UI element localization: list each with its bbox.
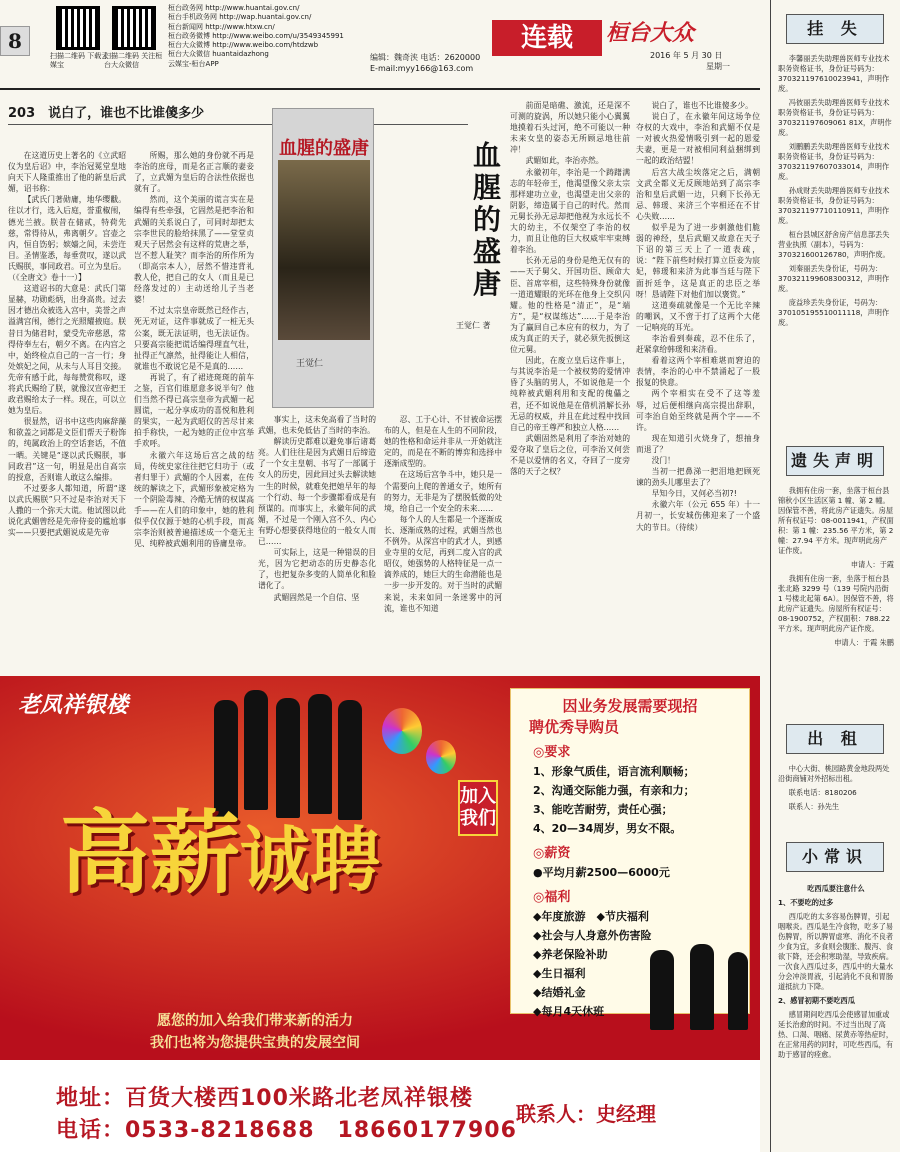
person-silhouette	[690, 944, 714, 1030]
lost-heading: 挂 失	[786, 14, 884, 44]
newspaper-logo: 桓台大众	[606, 20, 695, 46]
link[interactable]: 桓台政务网 http://www.huantai.gov.cn/	[168, 4, 300, 12]
article-column-1: 在这道历史上著名的《立武昭仪为皇后诏》中，李治冠冕堂皇地向天下人隆重推出了他的新皇后武媚，诏书称： 【武氏门著勋庸，地华缨黻。往以才行，选入后庭，誉重椒闱，德光兰掖。朕昔在储贰，特荷先慈，常得待从，弗离朝夕。宫壶之内，恒自饬躬；嫔嫱之间，未尝迕目。圣情鉴悉，每垂赏叹，遂以武氏赐朕，事同政君。可立为皇后。（《全唐文》卷十一）】 这道诏书的大意是：武氏门第显赫，功勋彪炳，出身高贵。过去因才德出众被选入宫中，美誉之声溢满宫闱，德行之光照耀掖庭。朕昔日为储君时，蒙受先帝慈恩，常得侍奉左右，朝夕不离。在内宫之中，始终检点自己的一言一行；身处嫔妃之间，从未与人耳目交接。先帝有感于此，每每赞赏称叹，遂将武氏赐给了朕，就像汉宣帝把王政君赐给太子一样。现在，可以立她为皇后。 很显然，诏书中这些肉麻辞藻和欲盖之词都是文臣们帮天子粉饰的，纯属政治上的空话套话，不值一晒。关键是“遂以武氏赐朕，事同政君”这一句，明显是出自高宗的授意，否则谁人敢这么编排。 不过要多人都知道，所谓“遂以武氏赐朕”只不过是李治对天下人撒的一个弥天大谎。他试图以此说化武媚曾经是先帝侍妾的尴尬事实——只要把武媚说成是先帝	[8, 151, 126, 538]
link[interactable]: 云媒宝-桓台APP	[168, 59, 219, 68]
ad-slogan: 愿您的加入给我们带来新的活力 我们也将为您提供宝贵的发展空间	[150, 1013, 360, 1051]
article-column-6: 说白了，谁也不比谁傻多少。 说白了，在永徽年间这场争位夺权的大戏中，李治和武媚不仅是一对被火热爱情吸引到一起的恩爱夫妻，更是一对被相同利益捆绑到一起的政治结盟！ 后宫大战尘埃落定之后，满朝文武全都义无反顾地站到了高宗李治和皇后武媚一边，只剩下长孙无忌、韩瑗、来济三个宰相还在不甘心失败…… 似乎是为了进一步刺激他们脆弱的神经，皇后武媚又故意在天子下诏的第三天上了一道表疏，说：“陛下前些时候打算立臣妾为宸妃，韩瑗和来济为此事当廷与陛下面折廷争，这是真正的忠臣之举呀！恳请陛下对他们加以褒赏。” 这道奏疏就像是一个无比辛辣的嘲讽，又不啻于打了这两个大佬一记响亮的耳光。 李治看到奏疏，忍不住乐了，赶紧拿给韩瑗和来济看。 看着这两个宰相难堪而窘迫的表情，李治的心中不禁涌起了一股报复的快意。 两个宰相实在受不了这等羞辱，过后便相继向高宗提出辞职，可李治自始至终就是两个字——不许。 现在知道引火烧身了，想抽身而退了？ 没门！ 当初一把鼻涕一把泪地把顾死谏的劲头儿哪里去了？ 早知今日，又何必当初?! 永徽六年（公元 655 年）十一月初一，长安城伤佛迎来了一个盛大的节日。（待续）	[636, 101, 760, 532]
tips-body: 吃西瓜要注意什么 1、不要吃的过多 西瓜吃的太多容易伤脾胃，引起咽喉炎。西瓜是生冷食物，吃多了易伤脾胃，所以脾胃虚寒、消化不良者少食为宜，多食则会腹胀、腹泻、食欲下降，还会积寒助湿，导致疾病。一次食入西瓜过多，西瓜中的大量水分会冲淡胃液，引起消化不良和胃肠道抵抗力下降。 2、感冒初期不要吃西瓜 感冒期间吃西瓜会使感冒加重或延长治愈的时间。不过当出现了高热、口渴、咽痛、尿黄赤等热症时，在正常用药的同时，可吃些西瓜，有助于感冒的痊愈。	[778, 884, 894, 1059]
book-cover-author: 王觉仁	[296, 359, 324, 369]
article-column-4: 忍、工于心计、不甘被命运摆布的人，但是在人生的不同阶段，她的性格和命运并非从一开始就注定的，而是在不断的博弈和选择中逐渐成型的。 在这场后宫争斗中，她只是一个需要向上爬的普通女子，她所有的努力，无非是为了摆脱低微的处境，给自己一个安全的未来…… 每个人的人生都是一个逐渐成长、逐渐成熟的过程，武媚当然也不例外。从深宫中的武才人，到感业寺里的女尼，再到二度入宫的武昭仪，她强势的人格特征是一点一滴养成的，她巨大的生命潜能也是一步一步开发的。对于当时的武媚来说，未来如同一条迷雾中的河流，谁也不知道	[384, 415, 502, 613]
ad-address-phone: 地址：百货大楼西100米路北老凤祥银楼 电话：0533-8218688 18660177906	[56, 1086, 517, 1143]
qr-code-app	[56, 6, 100, 50]
link[interactable]: 桓台大众微博 http://www.weibo.com/htdzwb	[168, 41, 319, 50]
person-silhouette	[650, 950, 674, 1030]
link[interactable]: 桓台大众微信 huantaidazhong	[168, 50, 269, 59]
book-cover-illustration	[278, 160, 370, 340]
panel-title: 因业务发展需要现招	[562, 697, 698, 715]
link[interactable]: 桓台新闻网 http://www.htxw.cn/	[168, 22, 275, 31]
qr-code-wechat	[112, 6, 156, 50]
link[interactable]: 桓台手机政务网 http://wap.huantai.gov.cn/	[168, 13, 312, 22]
ad-headline: 高薪诚聘	[60, 800, 380, 906]
tips-heading: 小常识	[786, 842, 884, 872]
page-header	[0, 0, 760, 90]
book-cover-title: 血腥的盛唐	[279, 138, 369, 159]
article-column-2: 所赐，那么她的身份就不再是李治的庶母，而是名正言顺的妻妾了，立武媚为皇后的合法性依据也就有了。 然而，这个美丽的谎言实在是编得有些牵强，它固然是把李治和武媚的关系说白了，可同时却把太宗李世民的脸给抹黑了——堂堂贞观天子居然会有这样的荒唐之举，岂不惹人耻笑？而李治的所作所为（即高宗本人），居然不惜违背礼教人伦，把自己的女人（而且是已经落发过的）主动送给儿子当老婆！ 不过太宗皇帝既然已经作古，死无对证，这件事就成了一桩无头公案，既无法证明，也无法证伪。只要高宗能把谎话编得理直气壮，扯得正气凛然，扯得能让人相信，就谁也不敢说它是不是真的…… 再说了，有了裙迹斑斑的前车之鉴，百官们谁愿意多说半句？他们当然不得已高宗皇帝为武媚一起圆谎，一起分享成功的喜悦和胜利的果实，一起为武昭仪的苦尽甘来拍手称快，一起为她的正位中宫举手欢呼。 永徽六年这场后宫之战的结局，传统史家往往把它归功于（或者归罪于）武媚的个人因素，在传统的解读之下，武媚形象被定格为一个阴险毒辣、冷酷无情的权谋高手——在人们的印象中，她的胜利似乎仅仅源于她的心机手段，而高宗李治则被普遍描述成一个毫无主见、纯粹被武媚利用的昏庸皇帝。	[134, 151, 254, 549]
article-column-5: 前面是暗礁、激流，还是深不可测的旋涡，所以她只能小心翼翼地摸着石头过河，绝不可能以一种未来女皇的姿态无所顾忌地往前冲！ 武媚如此，李治亦然。 永徽初年，李治是一个踌躇满志的年轻帝王，他渴望像父亲太宗那样建功立业，也渴望走出父亲的阴影，缔造属于自己的时代。然而元舅长孙无忌却把他视为永远长不大的幼主，不仅架空了李治的权力，而且让他的巨大权威牢牢束缚着李治。 长孙无忌的身份是绝无仅有的——天子舅父、开国功臣、顾命大臣、首席宰相，这些特殊身份就像一道道耀眼的光环在他身上交织闪耀。他的性格是“清正”，是“端方”，是“权谋练达”……于是李治为了赢回自己本应有的权力，为了成为真正的天子，就必须先扳倒这位元舅。 因此，在废立皇后这件事上，与其说李治是一个被权势的爱情冲昏了头脑的男人，不如说他是一个纯粹被武媚利用和支配的傀儡之君，还不如说他是在借机消解长孙无忌的权威，并且在此过程中找回自己的帝王尊严和独立人格…… 武媚固然是利用了李治对她的爱夺取了皇后之位，可李治又何尝不是以爱情的名义，夺回了一度旁落的天子之权？	[510, 101, 630, 477]
article-author: 王觉仁 著	[456, 321, 491, 330]
job-details-panel: 因业务发展需要现招 聘优秀导购员 ◎要求 1、形象气质佳，语言流利顺畅； 2、沟通交际能力强，有亲和力； 3、能吃苦耐劳，责任心强； 4、20—34周岁，男女不限。 ◎薪资 ●平均月薪2500—6000元 ◎福利 ◆年度旅游 ◆节庆福利 ◆社会与人身意外伤害险 ◆养老保险补助 ◆生日福利 ◆结婚礼金 ◆每月4天休班	[510, 688, 750, 1014]
rent-heading: 出 租	[786, 724, 884, 754]
date: 2016 年 5 月 30 日 星期一	[650, 51, 730, 71]
qr2-caption: 扫描二维码 关注桓台大众微信	[104, 52, 163, 69]
site-links	[168, 4, 344, 69]
article-column-3: 事实上，这未免高看了当时的武媚，也未免低估了当时的李治。 解读历史都难以避免事后诸葛亮。人们往往是因为武媚日后缔造了一个女主皇朝、书写了一部属于女人的历史，因此回过头去解读她一生的时候，就难免把她早年的每一个行动、每一个步骤都看成是有预谋的。而事实上，永徽年间的武媚，不过是一个刚入宫不久、内心有野心想要获得地位的一般女人而已…… 可实际上，这是一种错误的目光，因为它把动态的历史静态化了，也把复杂多变的人简单化和脸谱化了。 武媚固然是一个自信、坚	[258, 415, 376, 602]
page-number: 8	[0, 26, 30, 56]
join-us-badge: 加入我们	[458, 780, 498, 836]
editor-info: 编辑：魏奇浃 电话：2620000 E-mail:myy166@163.com	[370, 53, 481, 73]
statement-heading: 遗失声明	[786, 446, 884, 476]
lost-notices: 李馨丽丢失助理兽医师专业技术职务资格证书，身份证号码为：370321197610023941，声明作废。 冯彼丽丢失助理兽医师专业技术职务资格证书，身份证号码为：370321197609061 81X，声明作废。 刘鹏鹏丢失助理兽医师专业技术职务资格证书，身份证号码为：370321197607033014，声明作废。 孙成财丢失助理兽医师专业技术职务资格证书，身份证号码为：370321197710110911，声明作废。 桓台县城区舒舍房产信息部丢失营业执照（副本），号码为：370321600126780，声明作废。 刘秦丽丢失身份证，号码为：370321199608300312，声明作废。 庞益珍丢失身份证，号码为：370105195510011118，声明作废。	[778, 54, 892, 327]
person-silhouette	[728, 952, 748, 1030]
statement-notices: 我拥有住房一套，坐落于桓台县锦秋小区生活区第 1 幢、第 2 幢。因保管不善，将此房产证遗失。房屋所有权证号：08-0011941，产权面积：第 1 幢：235.56 平方米，第 2 幢：27.94 平方米。现声明此房产证作废。 申请人：于霞 我拥有住房一套，坐落于桓台县张北路 3299 号（139 号院内沿街 1 号楼北起第 6A）。因保管不善，将此房产证遗失。房屋所有权证号：08-1900752，产权面积：788.22 平方米。现声明此房产证作废。 申请人：于霞 朱鹏	[778, 486, 894, 647]
section-label: 连载	[492, 20, 602, 56]
panel-subtitle: 聘优秀导购员	[529, 718, 620, 736]
serial-title: 血腥的盛唐	[472, 139, 501, 300]
balloon-icon	[382, 708, 422, 754]
chapter-title: 203 说白了，谁也不比谁傻多少	[8, 102, 468, 125]
company-logo: 老凤祥银楼	[18, 692, 129, 718]
ad-contact-person: 联系人：史经理	[516, 1102, 656, 1126]
balloon-icon	[426, 740, 456, 774]
rent-notice: 中心大街、桃园路黄金地段两处沿街商铺对外招标出租。 联系电话：8180206 联系人：孙先生	[778, 764, 890, 811]
qr1-caption: 扫描二维码 下载云媒宝	[50, 52, 109, 69]
link[interactable]: 桓台政务微博 http://www.weibo.com/u/3549345991	[168, 31, 344, 40]
